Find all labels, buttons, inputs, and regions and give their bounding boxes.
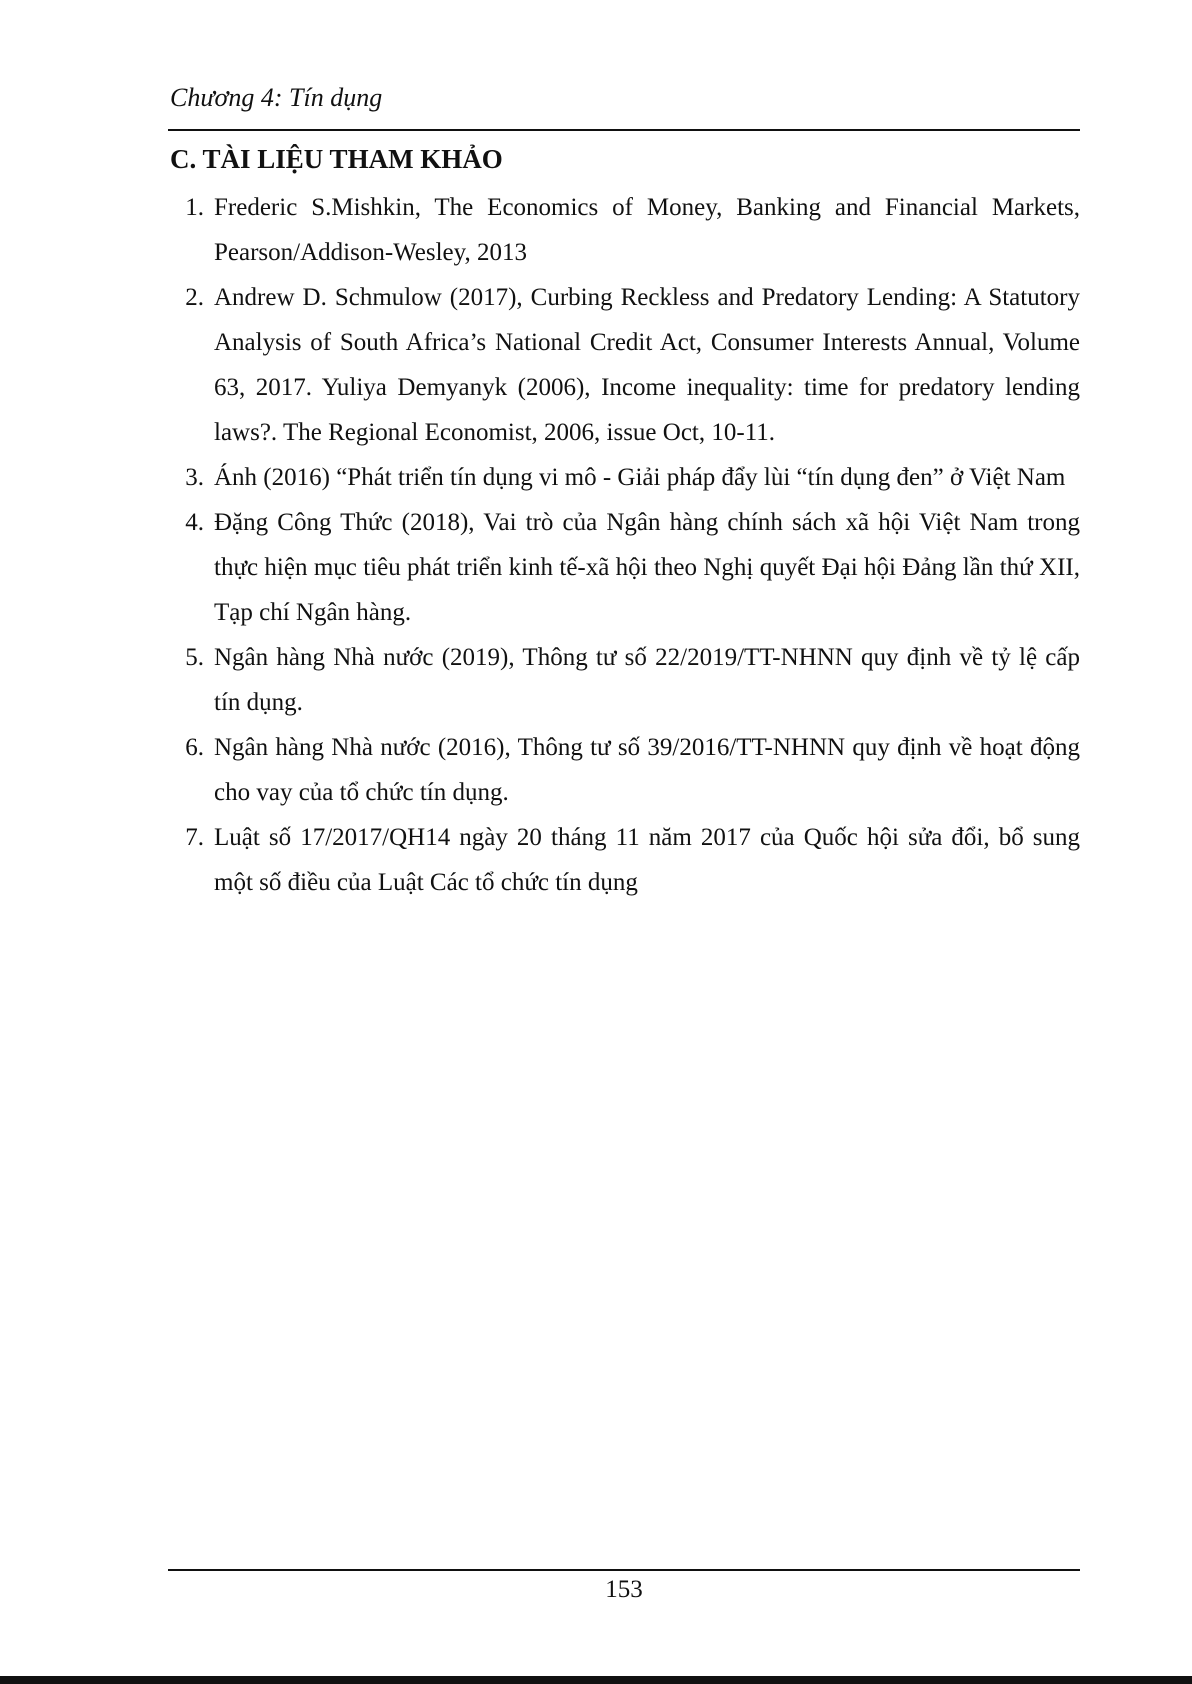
reference-number: 2. [185,284,204,311]
reference-text: Luật số 17/2017/QH14 ngày 20 tháng 11 năm 2017 của Quốc hội sửa đổi, bổ sung một số điều của Luật Các tổ chức tín dụng [214,824,1080,896]
reference-item [170,455,1080,500]
reference-item [170,500,1080,635]
reference-item [170,635,1080,725]
reference-item [170,725,1080,815]
reference-text: Ngân hàng Nhà nước (2019), Thông tư số 22/2019/TT-NHNN quy định về tỷ lệ cấp tín dụng. [214,644,1080,716]
reference-number: 1. [185,194,204,221]
reference-text: Frederic S.Mishkin, The Economics of Money, Banking and Financial Markets, Pearson/Addison-Wesley, 2013 [214,194,1080,266]
section-heading: C. TÀI LIỆU THAM KHẢO [170,144,503,174]
reference-number: 3. [185,464,204,491]
header-divider [168,129,1080,131]
reference-text: Andrew D. Schmulow (2017), Curbing Reckless and Predatory Lending: A Statutory Analysis of South Africa’s National Credit Act, Consumer Interests Annual, Volume 63, 2017. Yuliya Demyanyk (2006), Income inequality: time for predatory lending laws?. The Regional Economist, 2006, issue Oct, 10-11. [214,284,1080,446]
chapter-header: Chương 4: Tín dụng [170,83,383,112]
reference-number: 7. [185,824,204,851]
reference-number: 5. [185,644,204,671]
footer-divider [168,1569,1080,1571]
reference-text: Đặng Công Thức (2018), Vai trò của Ngân hàng chính sách xã hội Việt Nam trong thực hiện mục tiêu phát triển kinh tế-xã hội theo Nghị quyết Đại hội Đảng lần thứ XII, Tạp chí Ngân hàng. [214,509,1080,626]
reference-item [170,815,1080,905]
reference-text: Ánh (2016) “Phát triển tín dụng vi mô - Giải pháp đẩy lùi “tín dụng đen” ở Việt Nam [214,464,1066,491]
reference-item [170,275,1080,455]
scan-edge [0,1676,1192,1684]
reference-item [170,185,1080,275]
reference-number: 4. [185,509,204,536]
reference-list [170,185,1080,905]
page-number: 153 [605,1576,643,1603]
reference-number: 6. [185,734,204,761]
reference-text: Ngân hàng Nhà nước (2016), Thông tư số 39/2016/TT-NHNN quy định về hoạt động cho vay của tổ chức tín dụng. [214,734,1080,806]
